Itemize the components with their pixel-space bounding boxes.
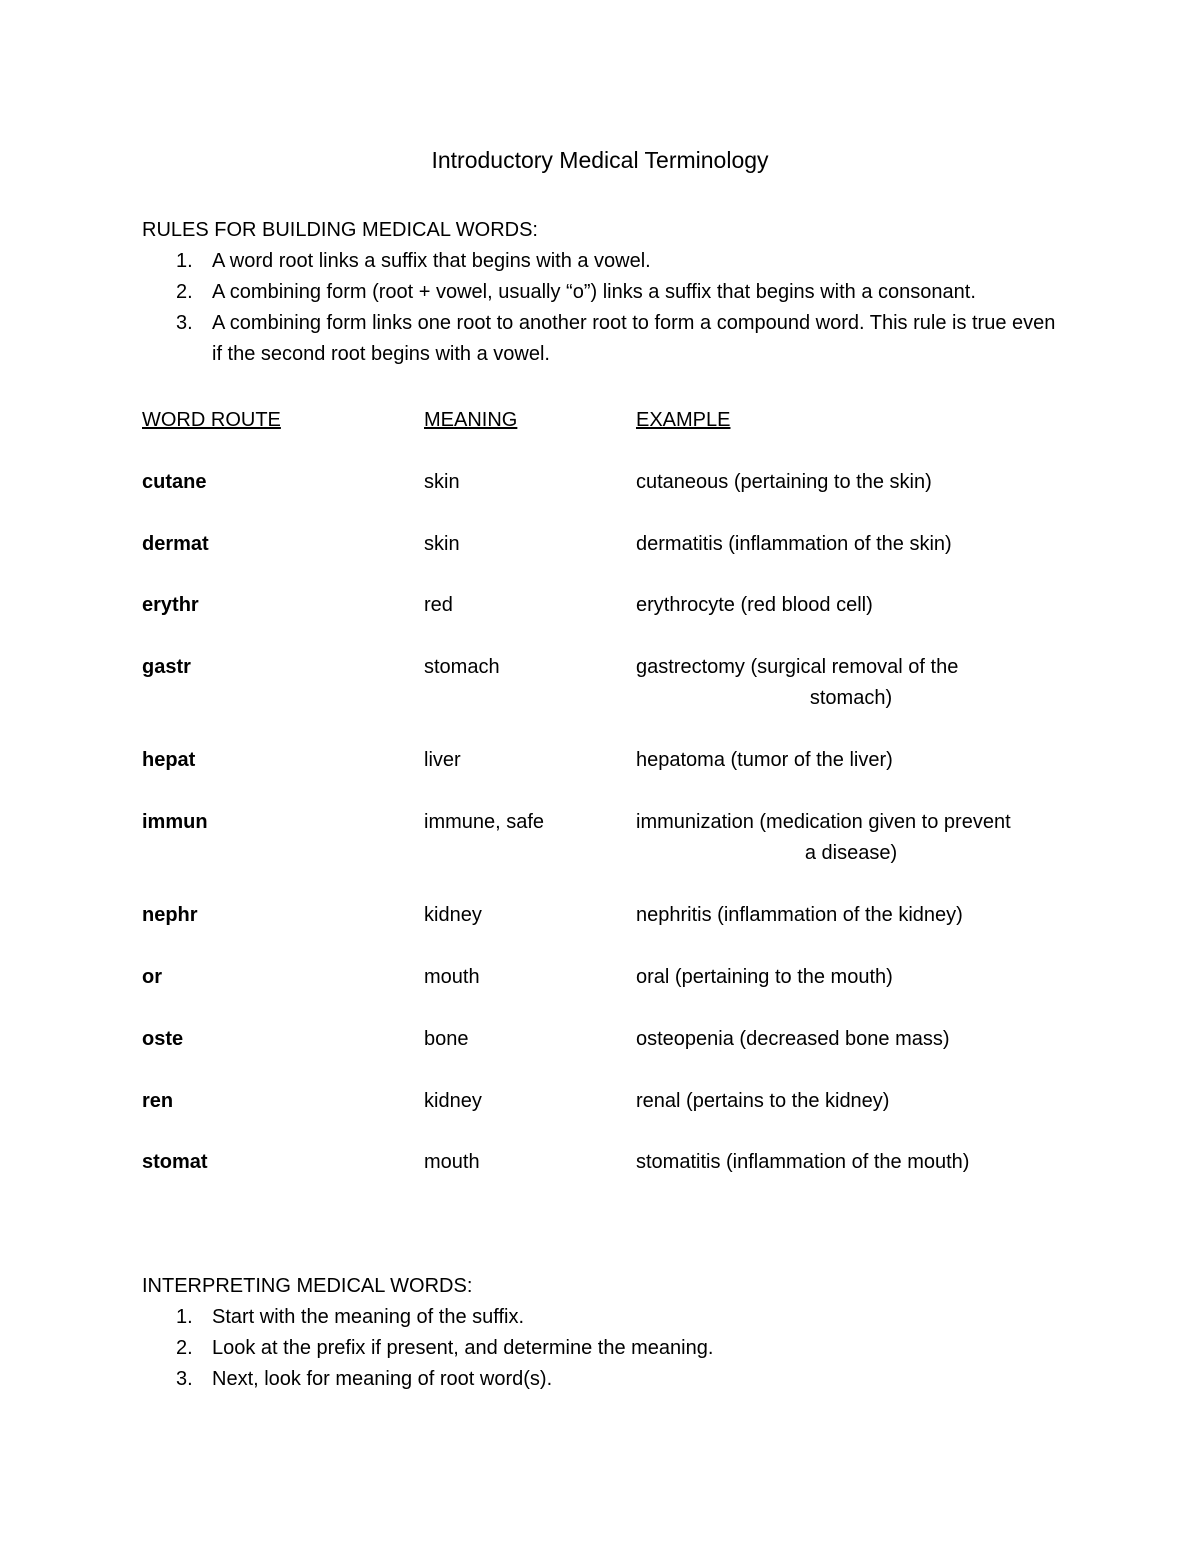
root-example [636,1024,1066,1055]
root-meaning: immune, safe [424,811,545,833]
word-root: oste [142,1028,184,1050]
word-root: or [142,966,162,988]
root-meaning: red [424,594,453,616]
word-root: erythr [142,594,199,616]
rule-number: 1. [176,250,193,272]
root-example [636,1147,1066,1178]
column-header-meaning: MEANING [424,409,518,431]
column-header-word-root: WORD ROUTE [142,409,281,431]
example-text: dermatitis (inflammation of the skin) [636,533,952,555]
root-meaning: kidney [424,904,482,926]
interpreting-rule-item [142,1302,1062,1333]
root-meaning: mouth [424,966,480,988]
rule-text: A combining form links one root to another root to form a compound word. This rule is true even if the second root begins with a vowel. [212,312,1056,365]
rule-number: 2. [176,1337,193,1359]
example-text: immunization (medication given to prevent [636,811,1011,833]
root-example [636,962,1066,993]
building-rule-item [142,246,1062,277]
word-root: hepat [142,749,196,771]
building-rule-item [142,308,1062,370]
rule-text: Next, look for meaning of root word(s). [212,1368,553,1390]
word-root: nephr [142,904,198,926]
example-text: cutaneous (pertaining to the skin) [636,471,932,493]
rule-text: Start with the meaning of the suffix. [212,1306,525,1328]
rule-number: 3. [176,1368,193,1390]
rule-text: A word root links a suffix that begins with a vowel. [212,250,651,272]
root-meaning: skin [424,533,460,555]
rule-text: A combining form (root + vowel, usually “o”) links a suffix that begins with a consonant. [212,281,976,303]
word-root: cutane [142,471,207,493]
example-text: renal (pertains to the kidney) [636,1090,890,1112]
root-meaning: mouth [424,1151,480,1173]
example-text: hepatoma (tumor of the liver) [636,749,893,771]
column-header-example: EXAMPLE [636,409,731,431]
interpreting-rule-item [142,1364,1062,1395]
example-text: nephritis (inflammation of the kidney) [636,904,963,926]
root-meaning: liver [424,749,461,771]
root-meaning: skin [424,471,460,493]
word-root: dermat [142,533,209,555]
rule-text: Look at the prefix if present, and determine the meaning. [212,1337,714,1359]
root-example [636,745,1066,776]
word-root: stomat [142,1151,208,1173]
word-root: gastr [142,656,191,678]
root-example [636,652,1066,714]
page-title: Introductory Medical Terminology [431,147,769,173]
example-text: erythrocyte (red blood cell) [636,594,873,616]
root-example [636,467,1066,498]
example-text: gastrectomy (surgical removal of the [636,656,959,678]
rule-number: 2. [176,281,193,303]
example-text-continued: stomach) [809,687,893,709]
root-meaning: stomach [424,656,500,678]
building-rules-heading: RULES FOR BUILDING MEDICAL WORDS: [142,219,538,241]
interpreting-heading: INTERPRETING MEDICAL WORDS: [142,1275,473,1297]
root-meaning: bone [424,1028,469,1050]
rule-number: 3. [176,312,193,334]
example-text-continued: a disease) [804,842,898,864]
root-meaning: kidney [424,1090,482,1112]
example-text: osteopenia (decreased bone mass) [636,1028,950,1050]
rule-number: 1. [176,1306,193,1328]
example-text: oral (pertaining to the mouth) [636,966,893,988]
word-root: ren [142,1090,174,1112]
root-example [636,529,1066,560]
word-root: immun [142,811,208,833]
interpreting-rule-item [142,1333,1062,1364]
building-rule-item [142,277,1062,308]
root-example [636,590,1066,621]
root-example [636,807,1066,869]
example-text: stomatitis (inflammation of the mouth) [636,1151,970,1173]
interpreting-rules-list [142,1302,1062,1395]
building-rules-list [142,246,1062,370]
root-example [636,900,1066,931]
root-example [636,1086,1066,1117]
